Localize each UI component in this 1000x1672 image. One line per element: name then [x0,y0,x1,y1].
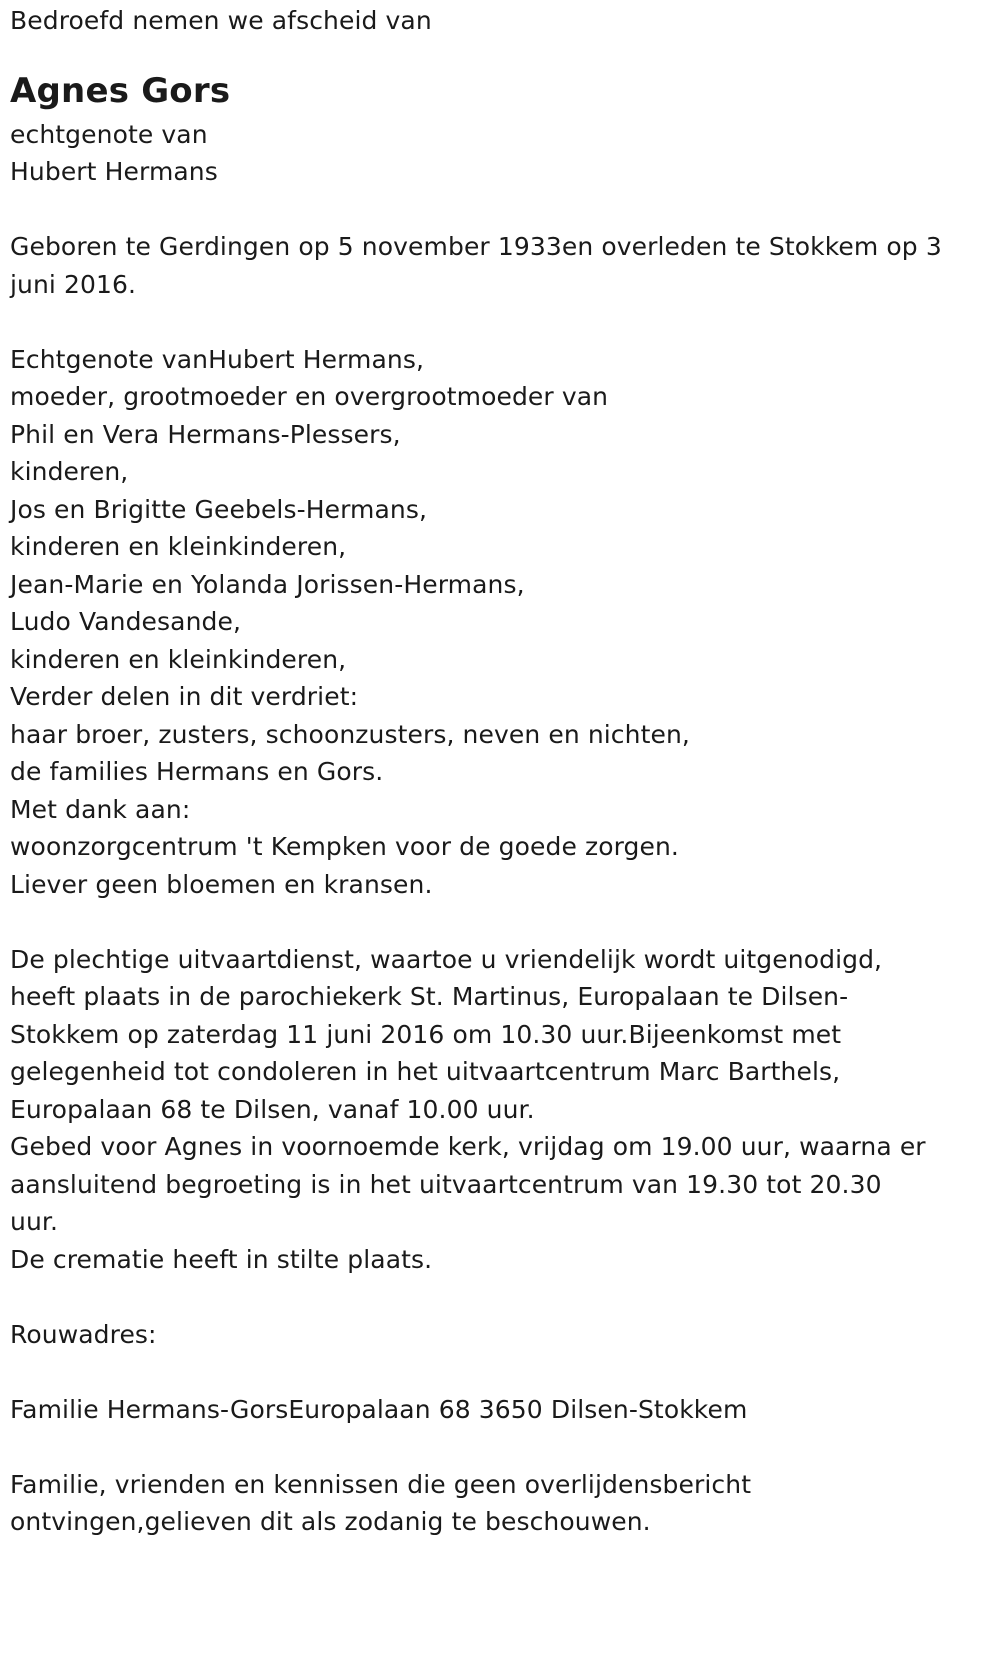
birth-death-line: juni 2016. [10,269,137,299]
address-label: Rouwadres: [10,1319,157,1349]
family-line: Phil en Vera Hermans-Plessers, [10,419,401,449]
funeral-line: Gebed voor Agnes in voornoemde kerk, vrijdag om 19.00 uur, waarna er [10,1132,926,1161]
funeral-line: De plechtige uitvaartdienst, waartoe u vriendelijk wordt uitgenodigd, [10,944,883,974]
funeral-line: De crematie heeft in stilte plaats. [10,1244,433,1274]
funeral-line: gelegenheid tot condoleren in het uitvaartcentrum Marc Barthels, [10,1057,841,1086]
birth-death-line: Geboren te Gerdingen op 5 november 1933en overleden te Stokkem op 3 [10,232,942,261]
closing-line: Familie, vrienden en kennissen die geen overlijdensbericht [10,1469,752,1499]
spacer [10,1353,1000,1391]
family-line: de families Hermans en Gors. [10,757,384,786]
spacer [10,191,1000,229]
deceased-name: Agnes Gors [10,70,231,111]
spacer [10,1278,1000,1316]
spouse-label: echtgenote van [10,119,208,149]
spouse-name: Hubert Hermans [10,157,218,186]
funeral-line: uur. [10,1207,59,1236]
closing-line: ontvingen,gelieven dit als zodanig te beschouwen. [10,1507,651,1536]
birth-death-paragraph [10,228,1000,303]
family-line: Jos en Brigitte Geebels-Hermans, [10,494,428,524]
spacer [10,303,1000,341]
family-line: kinderen en kleinkinderen, [10,532,347,561]
obituary-notice [0,2,1000,1672]
spacer [10,1428,1000,1466]
family-line: Met dank aan: [10,794,191,824]
family-line: kinderen en kleinkinderen, [10,644,347,674]
family-paragraph [10,341,1000,904]
funeral-line: Stokkem op zaterdag 11 juni 2016 om 10.30 uur.Bijeenkomst met [10,1019,842,1049]
closing-paragraph [10,1466,1000,1541]
funeral-paragraph [10,941,1000,1279]
family-line: moeder, grootmoeder en overgrootmoeder van [10,382,609,411]
funeral-line: aansluitend begroeting is in het uitvaartcentrum van 19.30 tot 20.30 [10,1169,882,1199]
intro-text: Bedroefd nemen we afscheid van [10,6,432,35]
family-line: Verder delen in dit verdriet: [10,682,359,711]
address-text: Familie Hermans-GorsEuropalaan 68 3650 Dilsen-Stokkem [10,1394,748,1424]
funeral-line: heeft plaats in de parochiekerk St. Martinus, Europalaan te Dilsen- [10,982,849,1011]
family-line: Ludo Vandesande, [10,607,242,636]
funeral-line: Europalaan 68 te Dilsen, vanaf 10.00 uur. [10,1094,535,1124]
family-line: Jean-Marie en Yolanda Jorissen-Hermans, [10,569,525,599]
family-line: kinderen, [10,457,129,486]
family-line: Liever geen bloemen en kransen. [10,869,433,899]
spacer [10,903,1000,941]
family-line: Echtgenote vanHubert Hermans, [10,344,424,374]
family-line: haar broer, zusters, schoonzusters, neven en nichten, [10,719,690,749]
family-line: woonzorgcentrum 't Kempken voor de goede zorgen. [10,832,679,861]
